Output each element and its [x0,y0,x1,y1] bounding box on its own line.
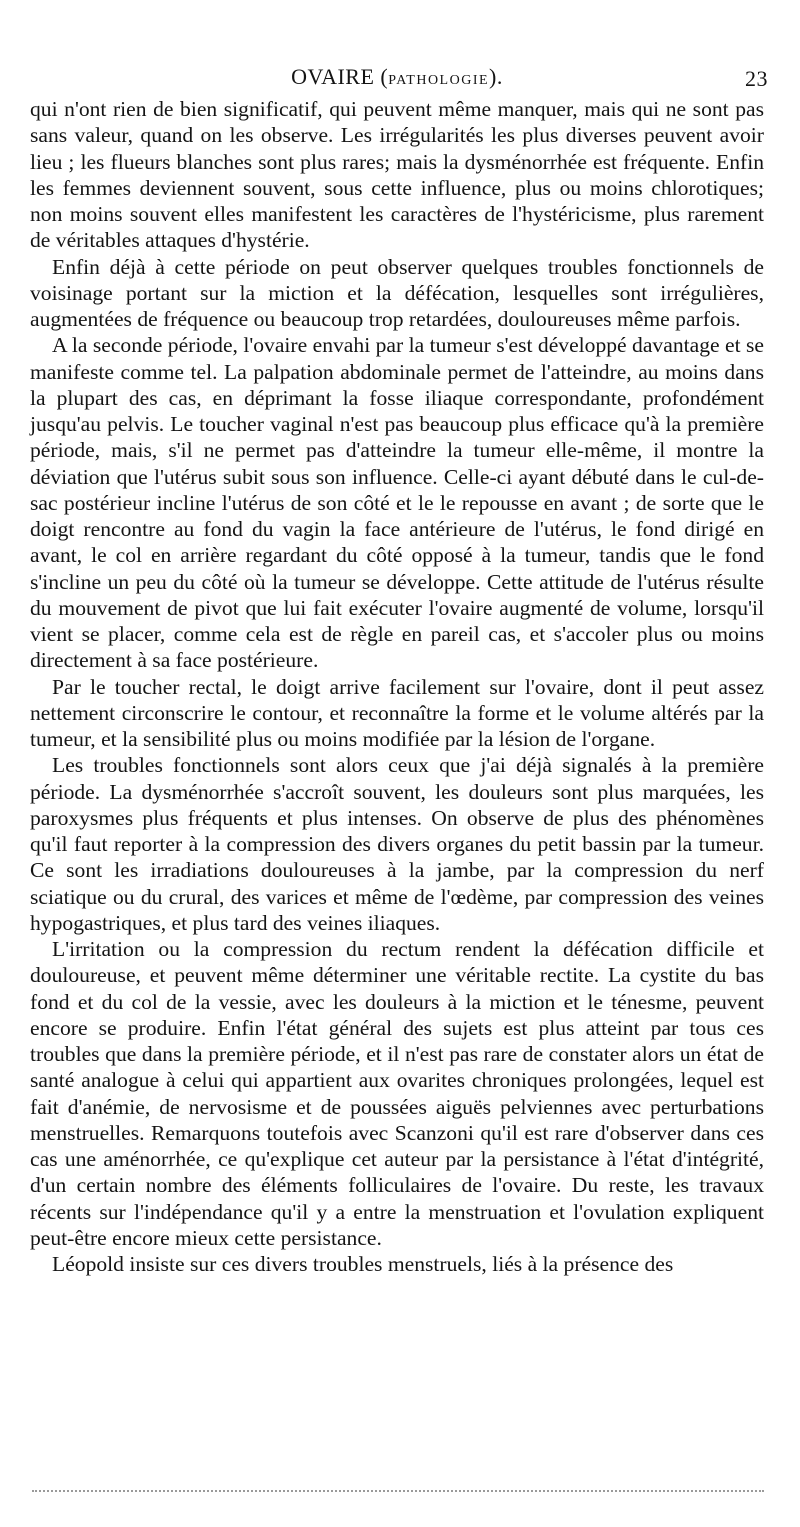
running-head [30,62,768,96]
body-text [30,96,764,1277]
paragraph: L'irritation ou la compression du rectum rendent la défécation difficile et douloureuse, et peuvent même déterminer une véritable rectite. La cystite du bas fond et du col de la vessie, avec les douleurs à la miction et le ténesme, peuvent encore se produire. Enfin l'état général des sujets est plus atteint par tous ces troubles que dans la première période, et il n'est pas rare de constater alors un état de santé analogue à celui qui appartient aux ovarites chroniques prolongées, lequel est fait d'anémie, de nervosisme et de poussées aiguës pelviennes avec perturbations menstruelles. Remarquons toutefois avec Scanzoni qu'il est rare d'observer dans ces cas une aménorrhée, ce qu'explique cet auteur par la persistance à l'état d'intégrité, d'un certain nombre des éléments folliculaires de l'ovaire. Du reste, les travaux récents sur l'indépendance qu'il y a entre la menstruation et l'ovulation expliquent peut-être encore mieux cette persistance. [30,937,764,1250]
running-title-section: PATHOLOGIE [388,73,490,88]
paragraph: Par le toucher rectal, le doigt arrive facilement sur l'ovaire, dont il peut assez nettement circonscrire le contour, et reconnaître la forme et le volume altérés par la tumeur, et la sensibilité plus ou moins modifiée par la lésion de l'organe. [30,674,764,751]
paragraph: Léopold insiste sur ces divers troubles menstruels, liés à la présence des [52,1252,674,1276]
paragraph: A la seconde période, l'ovaire envahi par la tumeur s'est développé davantage et se manifeste comme tel. La palpation abdominale permet de l'atteindre, au moins dans la plupart des cas, en déprimant la fosse iliaque correspondante, profondément jusqu'au pelvis. Le toucher vaginal n'est pas beaucoup plus efficace qu'à la première période, mais, s'il ne permet pas d'atteindre la tumeur elle-même, il montre la déviation que l'utérus subit sous son influence. Celle-ci ayant débuté dans le cul-de-sac postérieur incline l'utérus de son côté et le le repousse en avant ; de sorte que le doigt rencontre au fond du vagin la face antérieure de l'utérus, le fond dirigé en avant, le col en arrière regardant du côté opposé à la tumeur, tandis que le fond s'incline un peu du côté où la tumeur se développe. Cette attitude de l'utérus résulte du mouvement de pivot que lui fait exécuter l'ovaire augmenté de volume, lorsqu'il vient se placer, comme cela est de règle en pareil cas, et s'accoler plus ou moins directement à sa face postérieure. [30,333,764,673]
book-page [30,62,768,1277]
running-title: OVAIRE (PATHOLOGIE). [291,64,503,89]
paragraph: qui n'ont rien de bien significatif, qui peuvent même manquer, mais qui ne sont pas sans valeur, quand on les observe. Les irrégularités les plus diverses peuvent avoir lieu ; les flueurs blanches sont plus rares; mais la dysménorrhée est fréquente. Enfin les femmes deviennent souvent, sous cette influence, plus ou moins chlorotiques; non moins souvent elles manifestent les caractères de l'hystéricisme, plus rarement de véritables attaques d'hystérie. [30,97,764,253]
footer-rule [32,1490,764,1496]
page-number: 23 [745,66,768,91]
running-title-main: OVAIRE [291,64,375,89]
paragraph: Les troubles fonctionnels sont alors ceux que j'ai déjà signalés à la première période. La dysménorrhée s'accroît souvent, les douleurs sont plus marquées, les paroxysmes plus fréquents et plus intenses. On observe de plus des phénomènes qu'il faut reporter à la compression des divers organes du petit bassin par la tumeur. Ce sont les irradiations douloureuses à la jambe, par la compression du nerf sciatique ou du crural, des varices et même de l'œdème, par compression des veines hypogastriques, et plus tard des veines iliaques. [30,753,764,935]
paragraph: Enfin déjà à cette période on peut observer quelques troubles fonctionnels de voisinage portant sur la miction et la défécation, lesquelles sont irrégulières, augmentées de fréquence ou beaucoup trop retardées, douloureuses même parfois. [30,254,764,331]
